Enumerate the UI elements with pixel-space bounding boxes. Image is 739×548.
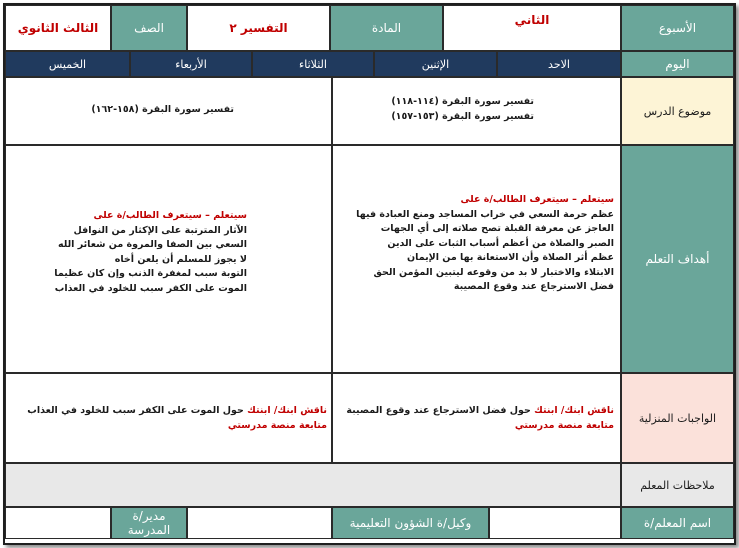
principal-field[interactable] [5, 507, 111, 539]
objectives-label: أهداف التعلم [621, 145, 734, 373]
objective-item: الآثار المترتبة على الإكثار من النوافل [73, 224, 247, 236]
objectives-right [332, 145, 621, 373]
principal-label: مدير/ة المدرسة [111, 507, 187, 539]
day-thursday: الخميس [5, 51, 130, 77]
lesson-topic-line: تفسير سورة البقرة (١٥٨-١٦٢) [91, 104, 234, 115]
week-label: الأسبوع [621, 5, 734, 51]
day-tuesday: الثلاثاء [252, 51, 374, 77]
class-label: الصف [111, 5, 187, 51]
homework-left [5, 373, 332, 463]
homework-line [27, 404, 327, 419]
lesson-topic-label: موضوع الدرس [621, 77, 734, 145]
teacher-notes-label: ملاحظات المعلم [621, 463, 734, 507]
teacher-name-label: اسم المعلم/ة [621, 507, 734, 539]
day-monday: الإثنين [374, 51, 497, 77]
teacher-name-field[interactable] [489, 507, 621, 539]
objective-item: التوبة سبب لمغفرة الذنب وإن كان عظيما [54, 268, 247, 279]
day-label: اليوم [621, 51, 734, 77]
subject-value: التفسير ٢ [187, 5, 330, 51]
class-value: الثالث الثانوي [5, 5, 111, 51]
lesson-topic-line: تفسير سورة البقرة (١١٤-١١٨) [391, 96, 534, 107]
deputy-label: وكيل/ة الشؤون التعليمية [332, 507, 489, 539]
homework-platform: متابعة منصة مدرستي [514, 419, 614, 431]
week-value: الثاني [443, 5, 621, 51]
homework-prefix: ناقش ابنك/ ابنتك [534, 405, 614, 416]
homework-line [346, 404, 614, 419]
objectives-heading: سيتعلم – سيتعرف الطالب/ة على [93, 210, 247, 221]
objective-item: الموت على الكفر سبب للخلود في العذاب [54, 282, 247, 294]
subject-label: المادة [330, 5, 443, 51]
objectives-heading: سيتعلم – سيتعرف الطالب/ة على [460, 194, 614, 205]
homework-text: حول الموت على الكفر سبب للخلود في العذاب [27, 405, 248, 416]
objective-item: السعي بين الصفا والمروة من شعائر الله [57, 239, 247, 250]
day-sunday: الاحد [497, 51, 621, 77]
homework-right [332, 373, 621, 463]
lesson-topic-line: تفسير سورة البقرة (١٥٣-١٥٧) [391, 110, 534, 122]
lesson-topic-right [332, 77, 621, 145]
objective-item: العاجز عن معرفة القبلة تصح صلاته إلى أي الجهات [380, 223, 614, 234]
objective-item: الابتلاء والاختبار لا بد من وقوعه ليتبين المؤمن الحق [373, 266, 614, 278]
deputy-field[interactable] [187, 507, 332, 539]
teacher-notes-field[interactable] [5, 463, 621, 507]
homework-prefix: ناقش ابنك/ ابنتك [247, 405, 327, 416]
day-wednesday: الأربعاء [130, 51, 252, 77]
objective-item: الصبر والصلاة من أعظم أسباب الثبات على الدين [387, 237, 614, 249]
objective-item: عظم حرمة السعي في خراب المساجد ومنع العبادة فيها [356, 208, 614, 220]
homework-label: الواجبات المنزلية [621, 373, 734, 463]
objective-item: لا يجوز للمسلم أن يلعن أخاه [114, 253, 247, 265]
homework-text: حول فضل الاسترجاع عند وقوع المصيبة [346, 405, 535, 416]
homework-platform: متابعة منصة مدرستي [227, 419, 327, 431]
objectives-left [5, 145, 332, 373]
objective-item: فضل الاسترجاع عند وقوع المصيبة [453, 281, 614, 292]
lesson-topic-left [5, 77, 332, 145]
objective-item: عظم أثر الصلاة وأن الاستعانة بها من الإيمان [407, 252, 614, 263]
